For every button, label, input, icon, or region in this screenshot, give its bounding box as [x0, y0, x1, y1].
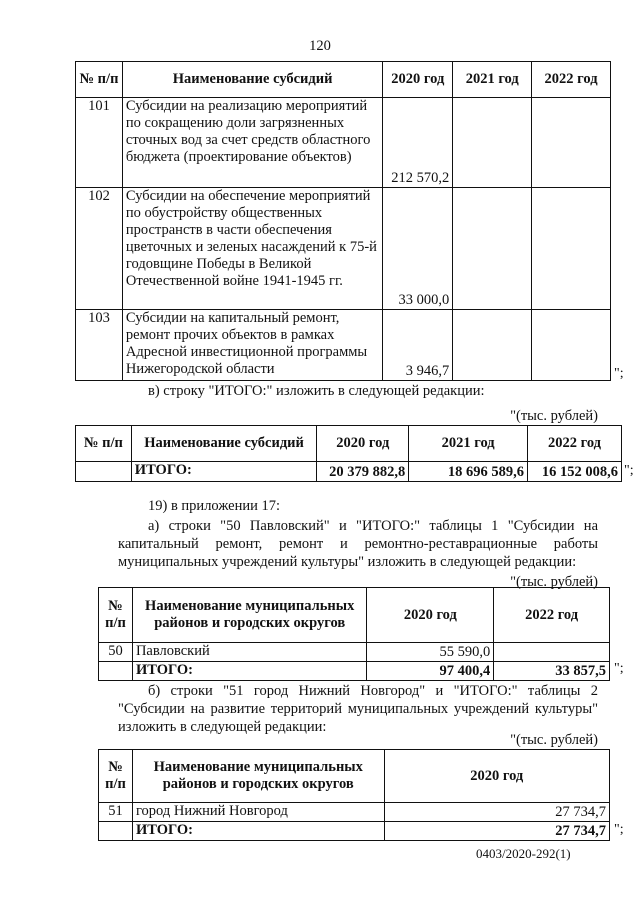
- culture-repair-table: № п/п Наименование муниципальных районов и городских округов 2020 год 2022 год 50 Павловский 55 590,0 ИТОГО: 97 400,4 33 857,5: [98, 587, 610, 681]
- paragraph-a: а) строки "50 Павловский" и "ИТОГО:" таблицы 1 "Субсидии на капитальный ремонт, ремонт и ремонтно-реставрационные работы муниципальных учреждений культуры" изложить в следующей редакции:: [118, 518, 598, 570]
- total-table: № п/п Наименование субсидий 2020 год 2021 год 2022 год ИТОГО: 20 379 882,8 18 696 589,6 16 152 008,6: [75, 425, 622, 482]
- paragraph-v: в) строку "ИТОГО:" изложить в следующей редакции:: [148, 383, 485, 399]
- header-2020: 2020 год: [383, 62, 453, 98]
- table-row: ИТОГО: 20 379 882,8 18 696 589,6 16 152 008,6: [76, 462, 622, 482]
- paragraph-b: б) строки "51 город Нижний Новгород" и "ИТОГО:" таблицы 2 "Субсидии на развитие территорий муниципальных учреждений культуры" изложить в следующей редакции:: [118, 683, 598, 735]
- table-row: 50 Павловский 55 590,0: [99, 643, 610, 662]
- table-row: 103 Субсидии на капитальный ремонт, ремонт прочих объектов в рамках Адресной инвестиционной программы Нижегородской области 3 946,7: [76, 310, 611, 381]
- closing-quote: ";: [624, 463, 634, 478]
- paragraph-19: 19) в приложении 17:: [148, 498, 281, 514]
- culture-development-table: № п/п Наименование муниципальных районов и городских округов 2020 год 51 город Нижний Новгород 27 734,7 ИТОГО: 27 734,7: [98, 749, 610, 841]
- units-note: "(тыс. рублей): [510, 408, 598, 424]
- units-note: "(тыс. рублей): [510, 732, 598, 748]
- closing-quote: ";: [614, 661, 624, 676]
- header-2022: 2022 год: [532, 62, 611, 98]
- units-note: "(тыс. рублей): [510, 574, 598, 590]
- header-num: № п/п: [76, 62, 123, 98]
- header-name: Наименование субсидий: [122, 62, 382, 98]
- closing-quote: ";: [614, 822, 624, 837]
- table-row: ИТОГО: 27 734,7: [99, 822, 610, 841]
- table-row: 101 Субсидии на реализацию мероприятий по сокращению доли загрязненных сточных вод за счет средств областного бюджета (проектирование объектов) 212 570,2: [76, 98, 611, 188]
- document-code: 0403/2020-292(1): [476, 846, 571, 861]
- page-number: 120: [309, 38, 331, 54]
- closing-quote: ";: [614, 366, 624, 381]
- subsidies-table-continuation: [75, 61, 611, 381]
- table-row: 51 город Нижний Новгород 27 734,7: [99, 803, 610, 822]
- table-row: 102 Субсидии на обеспечение мероприятий по обустройству общественных пространств в части обеспечения цветочных и зеленых насаждений к 75-й годовщине Победы в Великой Отечественной войне 1941-1945 гг. 33 000,0: [76, 188, 611, 310]
- table-row: ИТОГО: 97 400,4 33 857,5: [99, 662, 610, 681]
- header-2021: 2021 год: [453, 62, 532, 98]
